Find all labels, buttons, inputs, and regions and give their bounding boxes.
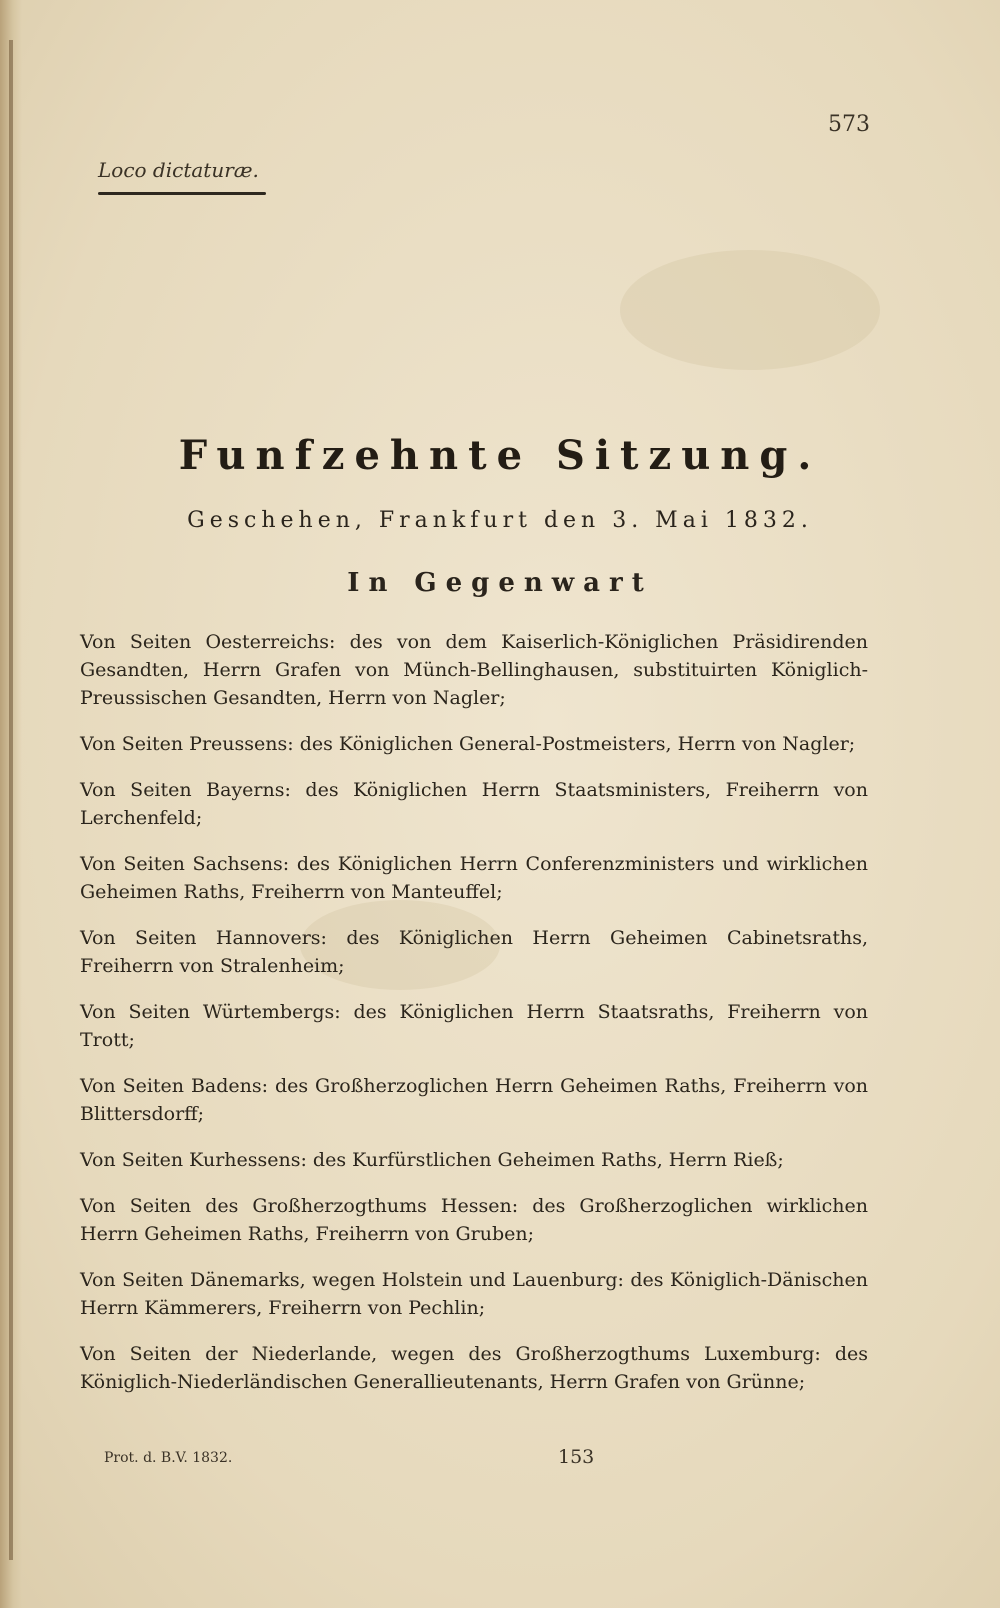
attendance-entry: Von Seiten Badens: des Großherzoglichen Herrn Geheimen Raths, Freiherrn von Blittersdorff; [80,1075,868,1125]
attendance-entry: Von Seiten Kurhessens: des Kurfürstlichen Geheimen Raths, Herrn Rieß; [80,1149,784,1171]
attendance-entry: Von Seiten Sachsens: des Königlichen Herrn Conferenzministers und wirklichen Geheimen Raths, Freiherrn von Manteuffel; [80,853,868,903]
attendance-entry: Von Seiten des Großherzogthums Hessen: des Großherzoglichen wirklichen Herrn Geheimen Raths, Freiherrn von Gruben; [80,1195,868,1245]
presence-heading: In Gegenwart [347,568,653,598]
attendance-entry: Von Seiten der Niederlande, wegen des Großherzogthums Luxemburg: des Königlich-Niederländischen Generallieutenants, Herrn Grafen von Grünne; [80,1343,868,1393]
session-title: Funfzehnte Sitzung. [178,432,822,479]
header-note: Loco dictaturæ. [98,158,259,182]
header-rule [98,192,266,195]
binding-edge [9,40,13,1560]
paper-stain [620,250,880,370]
attendance-entry: Von Seiten Hannovers: des Königlichen Herrn Geheimen Cabinetsraths, Freiherrn von Stralenheim; [80,927,868,977]
attendance-entry: Von Seiten Oesterreichs: des von dem Kaiserlich-Königlichen Präsidirenden Gesandten, Herrn Grafen von Münch-Bellinghausen, substituirten Königlich-Preussischen Gesandten, Herrn von Nagler; [80,631,868,709]
attendance-entry: Von Seiten Würtembergs: des Königlichen Herrn Staatsraths, Freiherrn von Trott; [80,1001,868,1051]
attendance-entry: Von Seiten Preussens: des Königlichen General-Postmeisters, Herrn von Nagler; [80,733,856,755]
attendance-entry: Von Seiten Dänemarks, wegen Holstein und Lauenburg: des Königlich-Dänischen Herrn Kämmerers, Freiherrn von Pechlin; [80,1269,868,1319]
page-number: 573 [828,112,870,137]
footer-signature: Prot. d. B.V. 1832. [104,1450,233,1466]
attendance-list [80,628,868,1414]
footer-sheet-number: 153 [558,1446,595,1468]
session-date-line: Geschehen, Frankfurt den 3. Mai 1832. [187,508,813,533]
attendance-entry: Von Seiten Bayerns: des Königlichen Herrn Staatsministers, Freiherrn von Lerchenfeld; [80,779,868,829]
